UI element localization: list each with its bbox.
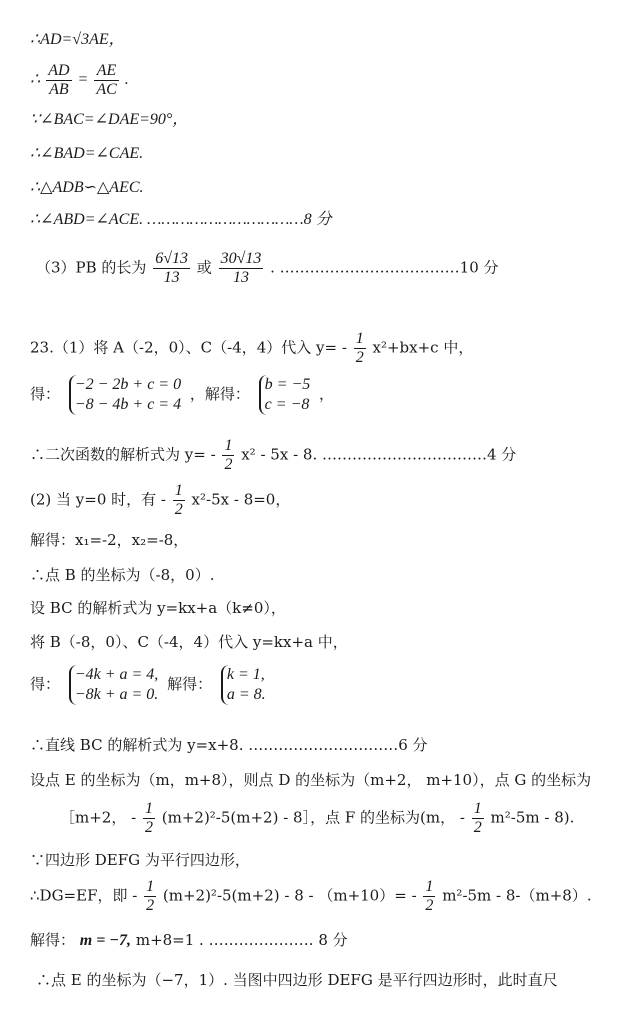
line-ad-eq-sqrt3-ae: ∴AD=√3AE，	[30, 31, 125, 48]
line-solve-m: 解得： m = −7, m+8=1 . ………………… 8 分	[30, 931, 348, 949]
line-bc-form: 设 BC 的解析式为 y=kx+a（k≠0），	[30, 599, 286, 617]
line-q23-substitute: 23.（1）将 A（-2，0）、C（-4，4）代入 y= - $\frac{1}{2}$ x²+bx+c 中，	[30, 330, 474, 366]
fraction-half: $\frac{1}{2}$	[146, 878, 155, 914]
solution-system-1: b = −5 c = −8	[259, 375, 311, 415]
line-similar-triangles: ∴△ADB∽△AEC.	[30, 179, 144, 196]
line-y-zero: (2) 当 y=0 时，有 - $\frac{1}{2}$ x²-5x - 8=0，	[30, 482, 291, 518]
equation-system-1: −2 − 2b + c = 0 −8 − 4b + c = 4	[69, 375, 181, 415]
fraction-half: $\frac{1}{2}$	[174, 482, 183, 518]
line-bc-expression: ∴直线 BC 的解析式为 y=x+8. …………………………6 分	[30, 736, 428, 754]
fraction-half: $\frac{1}{2}$	[473, 800, 482, 836]
fraction-ae-ac: $\frac{AE}{AC}$	[96, 62, 117, 98]
line-ratio-equality: ∴ $\frac{AD}{AB}$ = $\frac{AE}{AC}$ .	[30, 62, 129, 98]
line-dg-eq-ef: ∴DG=EF，即 - $\frac{1}{2}$ (m+2)²-5(m+2) - 8 - （m+10）= - $\frac{1}{2}$ m²-5m - 8-（m+8）.	[30, 878, 592, 914]
line-point-e-final: ∴点 E 的坐标为（−7，1）. 当图中四边形 DEFG 是平行四边形时，此时直尺	[36, 971, 558, 989]
line-quadratic-expression: ∴二次函数的解析式为 y= - $\frac{1}{2}$ x² - 5x - 8. ……………………………4 分	[30, 437, 517, 473]
line-substitute-bc: 将 B（-8，0）、C（-4，4）代入 y=kx+a 中，	[30, 633, 348, 651]
therefore-symbol: ∴	[30, 71, 41, 89]
fraction-half: $\frac{1}{2}$	[355, 330, 364, 366]
fraction-30sqrt13: $\frac{30√13}{13}$	[220, 250, 262, 286]
line-roots: 解得：x₁=-2，x₂=-8，	[30, 531, 189, 549]
line-angle-90: ∵∠BAC=∠DAE=90°，	[30, 111, 189, 128]
fraction-half: $\frac{1}{2}$	[144, 800, 153, 836]
equation-system-2: −4k + a = 4, −8k + a = 0.	[69, 665, 159, 705]
line-points-g-f: ［m+2， - $\frac{1}{2}$ (m+2)²-5(m+2) - 8］，点 F 的坐标为(m， - $\frac{1}{2}$ m²-5m - 8).	[60, 800, 575, 836]
line-system-solve-2: 得： −4k + a = 4, −8k + a = 0. 解得： k = 1, a = 8.	[30, 666, 266, 703]
solution-system-2: k = 1, a = 8.	[221, 665, 266, 705]
fraction-6sqrt13: $\frac{6√13}{13}$	[155, 250, 188, 286]
line-pb-length: （3）PB 的长为 $\frac{6√13}{13}$ 或 $\frac{30√13}{13}$ . ………………………………10 分	[36, 250, 499, 286]
line-points-e-d-g: 设点 E 的坐标为（m，m+8），则点 D 的坐标为（m+2， m+10），点 G 的坐标为	[30, 771, 592, 789]
line-system-solve-1: 得： −2 − 2b + c = 0 −8 − 4b + c = 4 ，解得： b = −5 c = −8 ，	[30, 376, 335, 413]
fraction-ad-ab: $\frac{AD}{AB}$	[48, 62, 70, 98]
fraction-half: $\frac{1}{2}$	[425, 878, 434, 914]
line-angle-bad-cae: ∴∠BAD=∠CAE.	[30, 145, 144, 162]
line-angle-abd-ace: ∴∠ABD=∠ACE. ……………………………8 分	[30, 211, 332, 228]
line-point-b: ∴点 B 的坐标为（-8，0）.	[30, 566, 215, 584]
fraction-half: $\frac{1}{2}$	[224, 437, 233, 473]
line-parallelogram: ∵四边形 DEFG 为平行四边形，	[30, 851, 250, 869]
